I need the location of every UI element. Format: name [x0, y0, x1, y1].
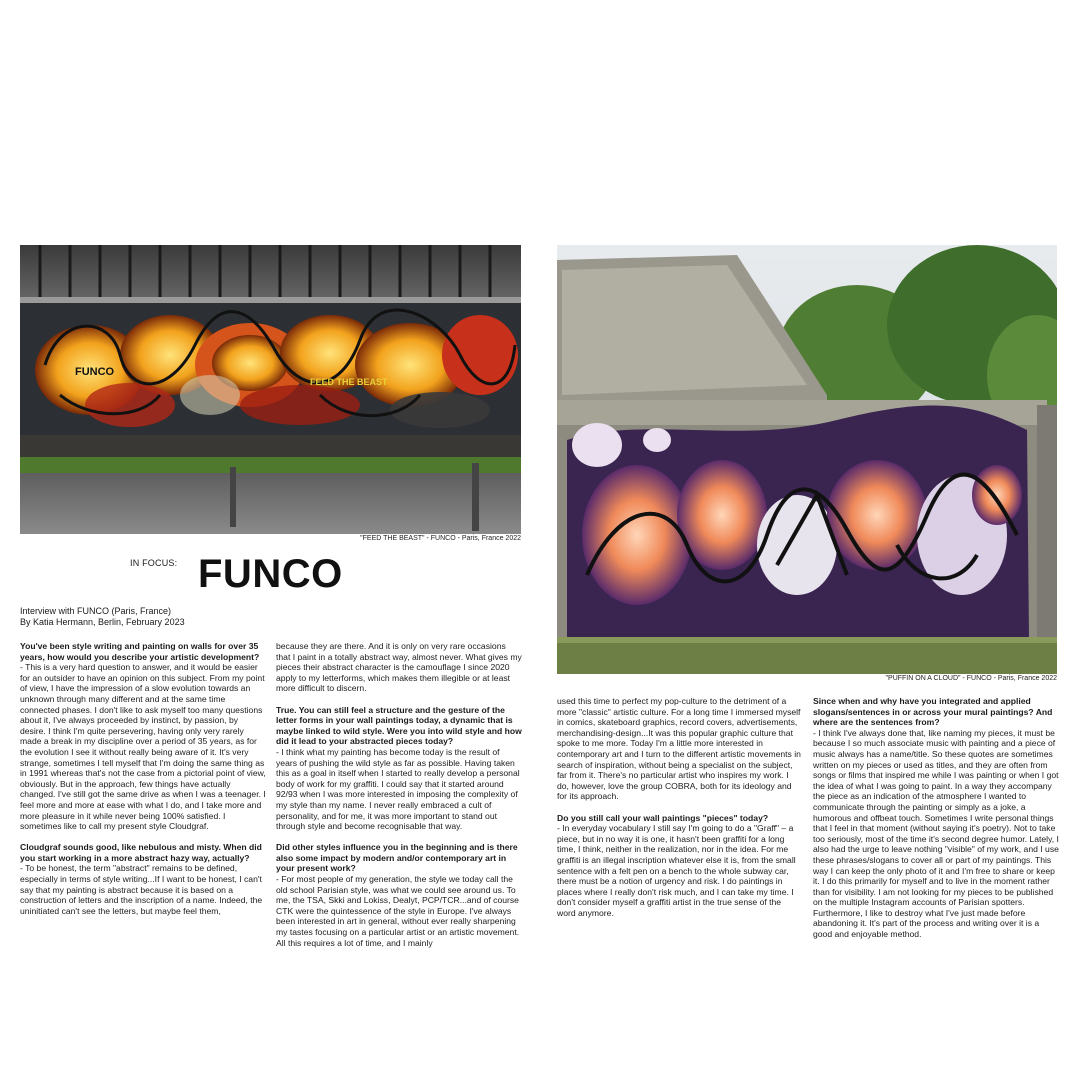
question: Did other styles influence you in the beginning and is there also some impact by modern and/or contemporary art in your present work? — [276, 842, 518, 874]
text-column-4 — [813, 696, 1059, 950]
mural-tag-funco: FUNCO — [75, 366, 115, 378]
photo-puffin-on-a-cloud — [557, 245, 1057, 674]
photo-caption-left: "FEED THE BEAST" - FUNCO - Paris, France 2022 — [360, 535, 521, 542]
answer: - To be honest, the term "abstract" remains to be defined, especially in terms of style writing...If I want to be honest, I can't say that my painting is abstract because it is based on a construction of letters and the inscription of a name. Indeed, the uninitiated can't see the letters, but maybe feel them, — [20, 863, 263, 916]
answer: because they are there. And it is only on very rare occasions that I paint in a totally abstract way, almost never. What gives my pieces their abstract character is the camouflage I since 2020 apply to my letterforms, which makes them illegible or at least more difficult to discern. — [276, 641, 522, 694]
mural-tag-feed-the-beast: FEED THE BEAST — [310, 377, 388, 387]
answer: - I think I've always done that, like naming my pieces, it must be because I so much associate music with painting and a piece of music always has a name/title. So these quotes are sometimes written on my pieces or used as titles, and they are often from songs or films that inspired me while I was painting or when I got the idea of what I was going to paint. In a way they accompany the piece as an indication of the atmosphere I wanted to communicate through the painting or simply as a joke, a humorous and offbeat touch. Sometimes I write personal things that I feel in that moment (without saying it's poetry). Not to take too seriously, most of the time it's second degree humor. Lately, I also had the urge to leave nothing "visible" of my work, and I use these phrases/slogans to cover all or part of my paintings. This way I can keep the only photo of it and I'm free to share or keep it. I do this primarily for myself and to live in the moment rather than for visibility. I am not looking for my pieces to be published on the multiple Instagram accounts of Parisian spotters. Furthermore, I like to destroy what I've just made before abandoning it. It's part of the process and writing over it is a good and enjoyable method. — [813, 727, 1059, 940]
answer: - This is a very hard question to answer, and it would be easier for an outsider to have an opinion on this subject. From my point of view, I have the impression of a slow evolution towards an unknown through many different and at the same time connected phases. I don't like to ask myself too many questions about it, I've always proceeded by instinct, by passion, by desire. I think I'm quite persevering, having only very rarely made a break in my discipline over a period of 35 years, as for the evolution I see it without really being aware of it. It's very strange, sometimes I tell myself that I'm doing the same thing as in 1991 whereas that's not the case from a pictorial point of view, obviously. But in the approach, few things have actually changed. I've still got the same drive as when I was a teenager. I feel more and more at ease with what I do, and I take more and more pleasure in it while never being 100% satisfied. I sometimes like to call my present style Cloudgraf. — [20, 662, 266, 832]
text-column-1 — [20, 641, 266, 927]
author-line: By Katia Hermann, Berlin, February 2023 — [20, 617, 185, 627]
answer: used this time to perfect my pop-culture to the detriment of a more "classic" artistic culture. For a long time I immersed myself in comics, skateboard graphics, record covers, advertisements, merchandising-design...It was this popular graphic culture that spoke to me more. Today I'm a little more interested in contemporary art and I turn to the different artistic movements in search of inspiration, without being a specialist on the subject, far from it. There's no particular artist who inspires my work. I do, however, love the group COBRA, both for its ideology and for its approach. — [557, 696, 801, 802]
section-kicker: IN FOCUS: — [130, 558, 178, 568]
mural-illustration — [557, 245, 1057, 674]
byline — [20, 606, 260, 628]
article-title: FUNCO — [198, 552, 343, 596]
text-column-2 — [276, 641, 522, 959]
mural-illustration — [20, 245, 521, 534]
question: Do you still call your wall paintings "pieces" today? — [557, 812, 769, 823]
question: Cloudgraf sounds good, like nebulous and misty. When did you start working in a more abstract hazy way, actually? — [20, 842, 262, 863]
question: Since when and why have you integrated and applied slogans/sentences in or across your mural paintings? And where are the sentences from? — [813, 696, 1053, 728]
question: True. You can still feel a structure and the gesture of the letter forms in your wall paintings today, a dynamic that is maybe linked to wild style. Were you into wild style and how did it lead to your abstracted pieces today? — [276, 704, 522, 747]
answer: - In everyday vocabulary I still say I'm going to do a "Graff" – a piece, but in no way it is one, it hasn't been graffiti for a long time, I think, neither in the realization, nor in the idea. For me graffiti is an illegal inscription whatever else it is, from the small sentence with a felt pen on a bench to the whole subway car, there must be a notion of urgency and risk. I do paintings in places where I really don't risk much, and I can take my time. I don't consider myself a graffiti artist in the true sense of the word anymore. — [557, 823, 796, 918]
answer: - For most people of my generation, the style we today call the old school Parisian style, was what we could see around us. To me, the TSA, Skki and Lokiss, Dealyt, PCP/TCR...and of course CTK were the quintessence of the style in Europe. I've always been interested in art in general, without ever really sharpening my tastes focusing on a particular artist or an artistic movement. All this requires a lot of time, and I mainly — [276, 874, 520, 948]
photo-feed-the-beast — [20, 245, 521, 534]
photo-caption-right: "PUFFIN ON A CLOUD" - FUNCO - Paris, France 2022 — [885, 675, 1057, 682]
text-column-3 — [557, 696, 802, 929]
question: You've been style writing and painting on walls for over 35 years, how would you describe your artistic development? — [20, 641, 260, 662]
interview-line: Interview with FUNCO (Paris, France) — [20, 606, 172, 616]
answer: - I think what my painting has become today is the result of years of pushing the wild style as far as possible. Having taken this as a goal in itself when I started to really develop a personal body of work for my graffiti. I could say that it started around 92/93 when I was more interested in imposing the complexity of my style than my name. I never really embraced a cult of personality, and for me, it was more important to stand out through style and become recognisable that way. — [276, 746, 520, 832]
